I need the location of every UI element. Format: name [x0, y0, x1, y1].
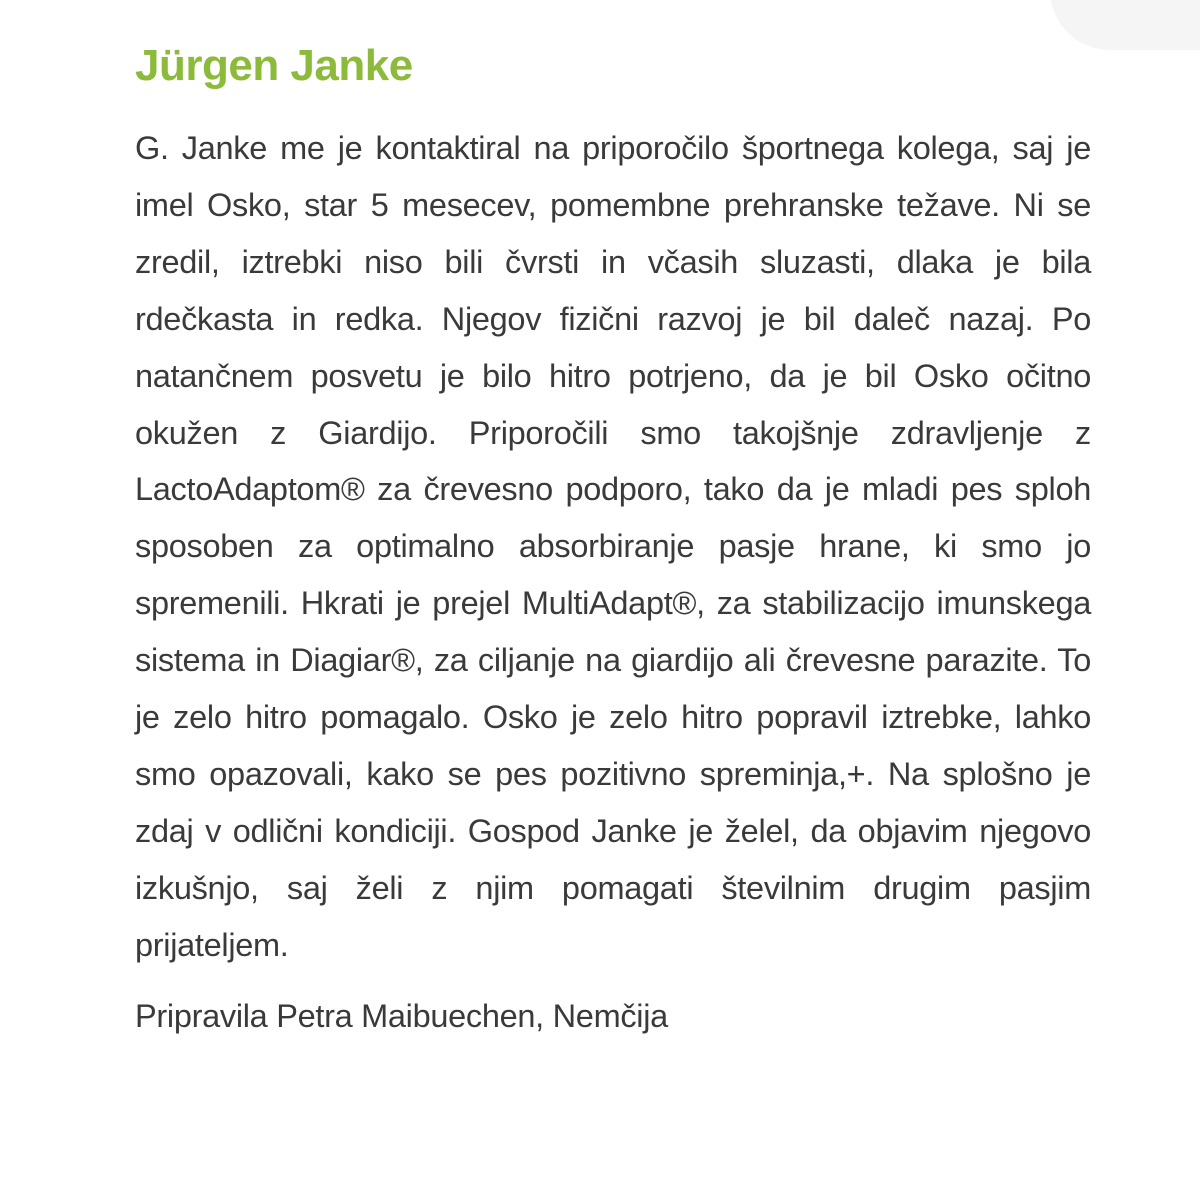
article-title: Jürgen Janke — [135, 41, 413, 90]
article-body: G. Janke me je kontaktiral na priporočilo športnega kolega, saj je imel Osko, star 5 mesecev, pomembne prehranske težave. Ni se zredil, iztrebki niso bili čvrsti in včasih sluzasti, dlaka je bila rdečkasta in redka. Njegov fizični razvoj je bil daleč nazaj. Po natančnem posvetu je bilo hitro potrjeno, da je bil Osko očitno okužen z Giardijo. Priporočili smo takojšnje zdravljenje z LactoAdaptom® za črevesno podporo, tako da je mladi pes sploh sposoben za optimalno absorbiranje pasje hrane, ki smo jo spremenili. Hkrati je prejel MultiAdapt®, za stabilizacijo imunskega sistema in Diagiar®, za ciljanje na giardijo ali črevesne parazite. To je zelo hitro pomagalo. Osko je zelo hitro popravil iztrebke, lahko smo opazovali, kako se pes pozitivno spreminja,+. Na splošno je zdaj v odlični kondiciji. Gospod Janke je želel, da objavim njegovo izkušnjo, saj želi z njim pomagati številnim drugim pasjim prijateljem. — [135, 130, 1091, 963]
testimonial-article — [135, 38, 1091, 1045]
article-credit: Pripravila Petra Maibuechen, Nemčija — [135, 997, 668, 1034]
